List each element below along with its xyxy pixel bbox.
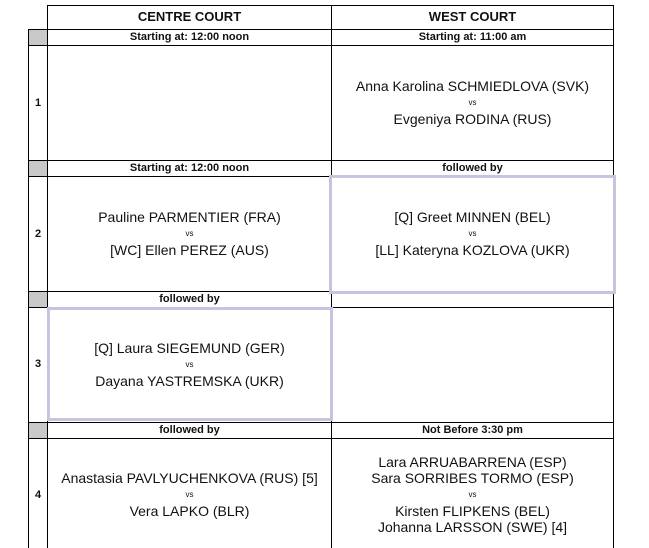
centre-court-header: CENTRE COURT: [137, 9, 242, 24]
row-2-start-shade: [28, 161, 47, 176]
row-2-west-player-1: [Q] Greet MINNEN (BEL): [394, 209, 551, 225]
row-3-centre-vs: vs: [185, 360, 194, 369]
row-4-centre-vs: vs: [185, 490, 194, 499]
row-4-west-player-2a: Kirsten FLIPKENS (BEL): [395, 503, 550, 519]
row-1-west-vs: vs: [468, 98, 477, 107]
row-4-centre-start: followed by: [159, 424, 220, 436]
row-2-centre-vs: vs: [185, 229, 194, 238]
row-number-2: 2: [34, 228, 42, 240]
row-4-start-shade: [28, 423, 47, 438]
row-number-3: 3: [34, 358, 42, 370]
row-2-centre-player-1: Pauline PARMENTIER (FRA): [98, 209, 281, 225]
row-4-west-start: Not Before 3:30 pm: [422, 424, 523, 436]
row-4-west-player-1b: Sara SORRIBES TORMO (ESP): [371, 470, 574, 486]
row-1-west-player-1: Anna Karolina SCHMIEDLOVA (SVK): [355, 78, 590, 94]
row-number-1: 1: [34, 97, 42, 109]
row-4-west-vs: vs: [468, 490, 477, 499]
row-3-centre-player-2: Dayana YASTREMSKA (UKR): [95, 373, 284, 389]
row-4-west-player-2b: Johanna LARSSON (SWE) [4]: [377, 519, 568, 535]
row-3-centre-start: followed by: [159, 293, 220, 305]
row-2-centre-start: Starting at: 12:00 noon: [129, 162, 250, 174]
row-1-west-start: Starting at: 11:00 am: [418, 31, 527, 43]
row-2-west-start: followed by: [442, 162, 503, 174]
row-3-start-shade: [28, 292, 47, 307]
row-4-centre-player-2: Vera LAPKO (BLR): [129, 503, 250, 519]
west-court-header: WEST COURT: [428, 9, 517, 24]
row-2-west-vs: vs: [468, 229, 477, 238]
row-3-centre-player-1: [Q] Laura SIEGEMUND (GER): [94, 340, 285, 356]
row-1-centre-start: Starting at: 12:00 noon: [129, 31, 250, 43]
row-4-centre-player-1: Anastasia PAVLYUCHENKOVA (RUS) [5]: [61, 470, 318, 486]
row-2-centre-player-2: [WC] Ellen PEREZ (AUS): [110, 242, 269, 258]
row-1-west-player-2: Evgeniya RODINA (RUS): [393, 111, 552, 127]
row-2-west-player-2: [LL] Kateryna KOZLOVA (UKR): [375, 242, 570, 258]
row-number-4: 4: [34, 489, 42, 501]
row-4-west-player-1a: Lara ARRUABARRENA (ESP): [378, 454, 567, 470]
corner-cell: [28, 30, 47, 45]
